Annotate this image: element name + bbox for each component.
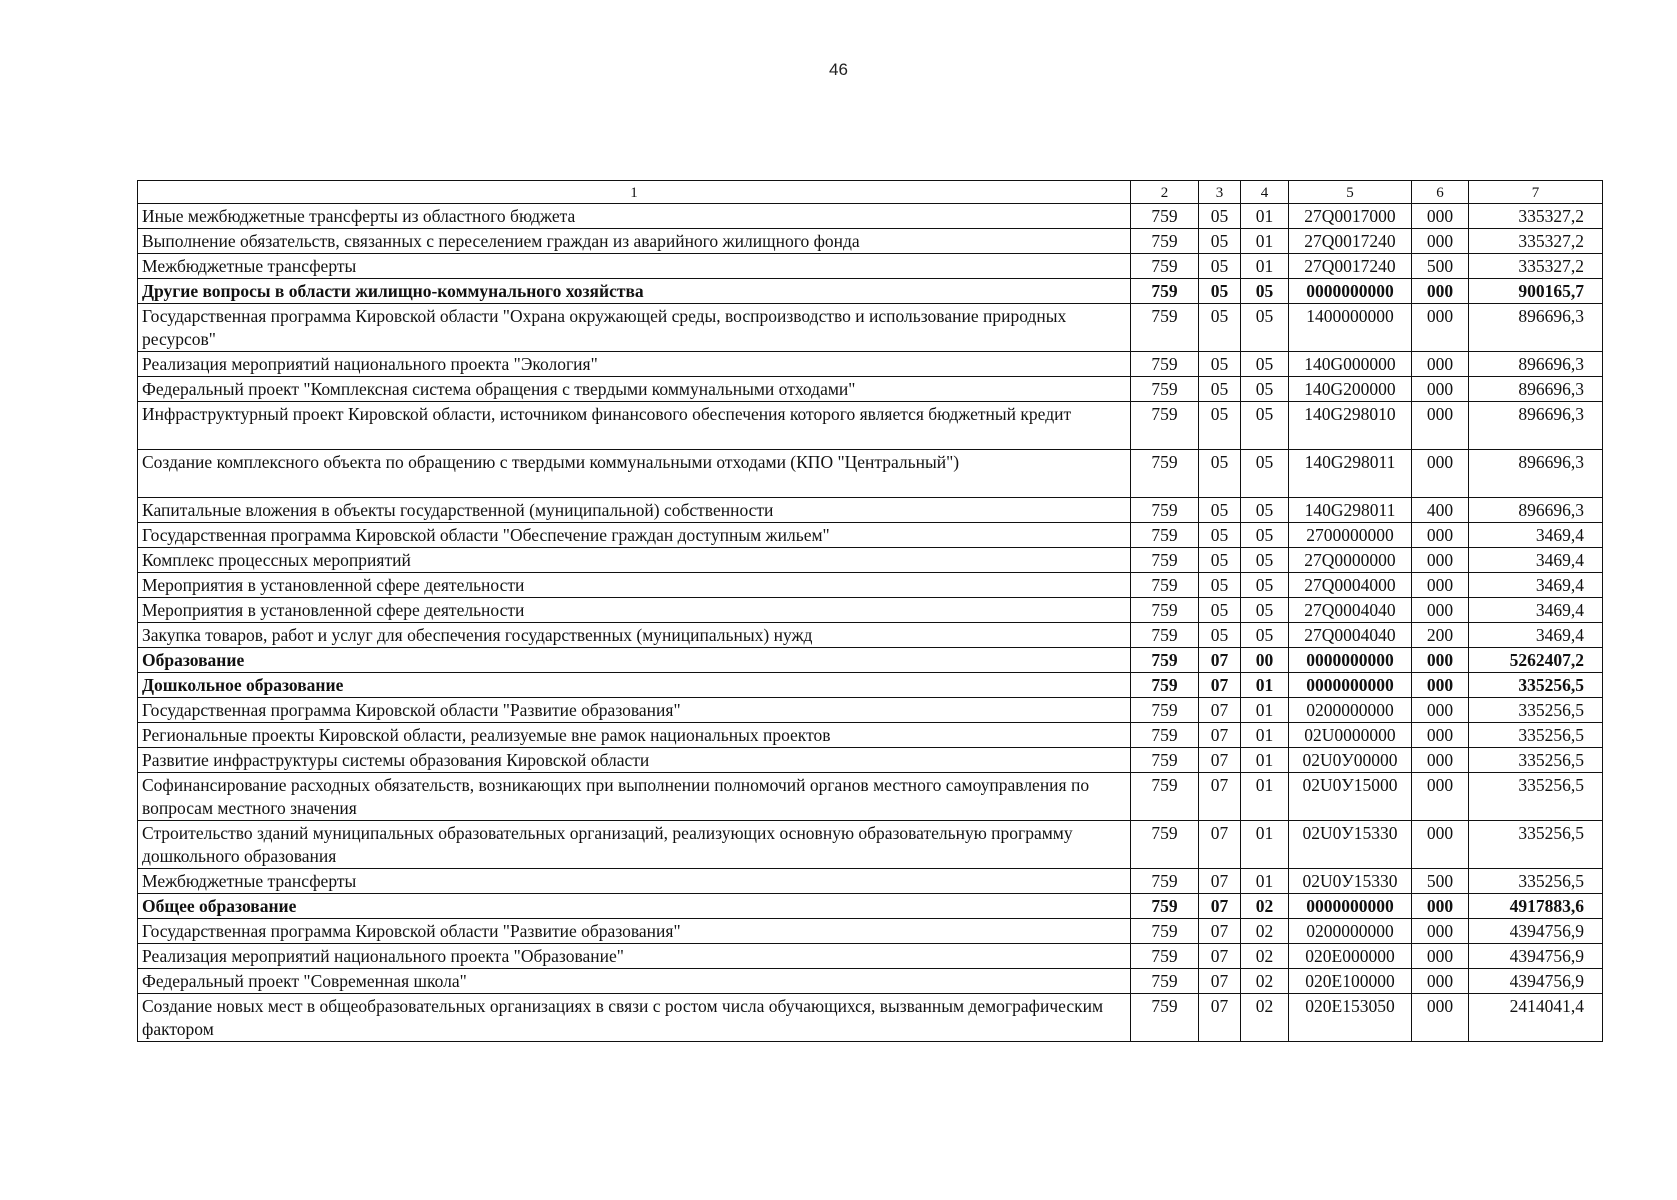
amount: 3469,4 bbox=[1469, 623, 1603, 648]
target-article-code: 02U0У15330 bbox=[1289, 821, 1412, 869]
target-article-code: 140G000000 bbox=[1289, 352, 1412, 377]
target-article-code: 27Q0017240 bbox=[1289, 254, 1412, 279]
table-row bbox=[138, 773, 1603, 821]
section-code: 07 bbox=[1199, 994, 1241, 1042]
table-row bbox=[138, 548, 1603, 573]
row-name: Государственная программа Кировской области "Обеспечение граждан доступным жильем" bbox=[138, 523, 1131, 548]
amount: 896696,3 bbox=[1469, 377, 1603, 402]
row-name: Реализация мероприятий национального проекта "Образование" bbox=[138, 944, 1131, 969]
section-code: 07 bbox=[1199, 821, 1241, 869]
subsection-code: 01 bbox=[1241, 723, 1289, 748]
amount: 3469,4 bbox=[1469, 523, 1603, 548]
section-code: 07 bbox=[1199, 673, 1241, 698]
amount: 4394756,9 bbox=[1469, 969, 1603, 994]
table-row bbox=[138, 279, 1603, 304]
section-code: 07 bbox=[1199, 869, 1241, 894]
table-row bbox=[138, 304, 1603, 352]
target-article-code: 020E100000 bbox=[1289, 969, 1412, 994]
subsection-code: 01 bbox=[1241, 748, 1289, 773]
amount: 2414041,4 bbox=[1469, 994, 1603, 1042]
target-article-code: 0000000000 bbox=[1289, 673, 1412, 698]
ministry-code: 759 bbox=[1131, 944, 1199, 969]
amount: 896696,3 bbox=[1469, 352, 1603, 377]
subsection-code: 05 bbox=[1241, 352, 1289, 377]
table-row bbox=[138, 623, 1603, 648]
target-article-code: 02U0У15000 bbox=[1289, 773, 1412, 821]
ministry-code: 759 bbox=[1131, 919, 1199, 944]
target-article-code: 1400000000 bbox=[1289, 304, 1412, 352]
amount: 335256,5 bbox=[1469, 673, 1603, 698]
table-row bbox=[138, 450, 1603, 498]
target-article-code: 02U0У00000 bbox=[1289, 748, 1412, 773]
amount: 896696,3 bbox=[1469, 402, 1603, 450]
column-number-row bbox=[138, 181, 1603, 204]
ministry-code: 759 bbox=[1131, 598, 1199, 623]
target-article-code: 27Q0004040 bbox=[1289, 623, 1412, 648]
target-article-code: 0200000000 bbox=[1289, 698, 1412, 723]
row-name: Выполнение обязательств, связанных с переселением граждан из аварийного жилищного фонда bbox=[138, 229, 1131, 254]
target-article-code: 2700000000 bbox=[1289, 523, 1412, 548]
row-name: Государственная программа Кировской области "Развитие образования" bbox=[138, 919, 1131, 944]
column-number: 7 bbox=[1469, 181, 1603, 204]
amount: 896696,3 bbox=[1469, 304, 1603, 352]
ministry-code: 759 bbox=[1131, 402, 1199, 450]
ministry-code: 759 bbox=[1131, 773, 1199, 821]
ministry-code: 759 bbox=[1131, 254, 1199, 279]
target-article-code: 140G298011 bbox=[1289, 450, 1412, 498]
section-code: 05 bbox=[1199, 377, 1241, 402]
target-article-code: 0000000000 bbox=[1289, 648, 1412, 673]
column-number: 4 bbox=[1241, 181, 1289, 204]
row-name: Другие вопросы в области жилищно-коммунального хозяйства bbox=[138, 279, 1131, 304]
table-row bbox=[138, 673, 1603, 698]
row-name: Закупка товаров, работ и услуг для обеспечения государственных (муниципальных) нужд bbox=[138, 623, 1131, 648]
table-row bbox=[138, 402, 1603, 450]
subsection-code: 02 bbox=[1241, 894, 1289, 919]
table-row bbox=[138, 523, 1603, 548]
table-row bbox=[138, 919, 1603, 944]
expense-type-code: 000 bbox=[1412, 821, 1469, 869]
expense-type-code: 000 bbox=[1412, 698, 1469, 723]
section-code: 07 bbox=[1199, 969, 1241, 994]
subsection-code: 01 bbox=[1241, 204, 1289, 229]
amount: 335256,5 bbox=[1469, 723, 1603, 748]
budget-table bbox=[137, 180, 1603, 1042]
expense-type-code: 000 bbox=[1412, 969, 1469, 994]
section-code: 07 bbox=[1199, 773, 1241, 821]
subsection-code: 02 bbox=[1241, 944, 1289, 969]
target-article-code: 02U0000000 bbox=[1289, 723, 1412, 748]
table-row bbox=[138, 869, 1603, 894]
section-code: 05 bbox=[1199, 254, 1241, 279]
page-number: 46 bbox=[829, 60, 848, 79]
row-name: Межбюджетные трансферты bbox=[138, 254, 1131, 279]
section-code: 05 bbox=[1199, 450, 1241, 498]
ministry-code: 759 bbox=[1131, 573, 1199, 598]
section-code: 07 bbox=[1199, 698, 1241, 723]
ministry-code: 759 bbox=[1131, 969, 1199, 994]
amount: 335327,2 bbox=[1469, 204, 1603, 229]
expense-type-code: 000 bbox=[1412, 548, 1469, 573]
amount: 4394756,9 bbox=[1469, 919, 1603, 944]
target-article-code: 0000000000 bbox=[1289, 279, 1412, 304]
expense-type-code: 000 bbox=[1412, 352, 1469, 377]
table-body bbox=[138, 204, 1603, 1042]
expense-type-code: 000 bbox=[1412, 204, 1469, 229]
expense-type-code: 000 bbox=[1412, 944, 1469, 969]
expense-type-code: 000 bbox=[1412, 573, 1469, 598]
row-name: Комплекс процессных мероприятий bbox=[138, 548, 1131, 573]
ministry-code: 759 bbox=[1131, 204, 1199, 229]
target-article-code: 27Q0017000 bbox=[1289, 204, 1412, 229]
row-name: Межбюджетные трансферты bbox=[138, 869, 1131, 894]
expense-type-code: 000 bbox=[1412, 648, 1469, 673]
amount: 3469,4 bbox=[1469, 598, 1603, 623]
expense-type-code: 000 bbox=[1412, 748, 1469, 773]
row-name: Дошкольное образование bbox=[138, 673, 1131, 698]
subsection-code: 05 bbox=[1241, 623, 1289, 648]
target-article-code: 020E153050 bbox=[1289, 994, 1412, 1042]
expense-type-code: 000 bbox=[1412, 919, 1469, 944]
amount: 4394756,9 bbox=[1469, 944, 1603, 969]
subsection-code: 05 bbox=[1241, 598, 1289, 623]
row-name: Общее образование bbox=[138, 894, 1131, 919]
expense-type-code: 000 bbox=[1412, 450, 1469, 498]
section-code: 07 bbox=[1199, 919, 1241, 944]
table-row bbox=[138, 969, 1603, 994]
row-name: Создание новых мест в общеобразовательных организациях в связи с ростом числа обучающихся, вызванным демографическим фактором bbox=[138, 994, 1131, 1042]
subsection-code: 01 bbox=[1241, 869, 1289, 894]
subsection-code: 00 bbox=[1241, 648, 1289, 673]
ministry-code: 759 bbox=[1131, 821, 1199, 869]
subsection-code: 05 bbox=[1241, 304, 1289, 352]
ministry-code: 759 bbox=[1131, 723, 1199, 748]
subsection-code: 01 bbox=[1241, 229, 1289, 254]
expense-type-code: 000 bbox=[1412, 773, 1469, 821]
ministry-code: 759 bbox=[1131, 548, 1199, 573]
target-article-code: 27Q0004040 bbox=[1289, 598, 1412, 623]
expense-type-code: 000 bbox=[1412, 523, 1469, 548]
expense-type-code: 000 bbox=[1412, 598, 1469, 623]
ministry-code: 759 bbox=[1131, 648, 1199, 673]
subsection-code: 02 bbox=[1241, 919, 1289, 944]
amount: 335256,5 bbox=[1469, 869, 1603, 894]
target-article-code: 140G298011 bbox=[1289, 498, 1412, 523]
subsection-code: 01 bbox=[1241, 673, 1289, 698]
expense-type-code: 000 bbox=[1412, 723, 1469, 748]
row-name: Региональные проекты Кировской области, реализуемые вне рамок национальных проектов bbox=[138, 723, 1131, 748]
subsection-code: 05 bbox=[1241, 548, 1289, 573]
section-code: 07 bbox=[1199, 944, 1241, 969]
section-code: 05 bbox=[1199, 523, 1241, 548]
subsection-code: 05 bbox=[1241, 279, 1289, 304]
expense-type-code: 000 bbox=[1412, 279, 1469, 304]
subsection-code: 05 bbox=[1241, 402, 1289, 450]
table-row bbox=[138, 229, 1603, 254]
row-name: Мероприятия в установленной сфере деятельности bbox=[138, 573, 1131, 598]
column-number: 1 bbox=[138, 181, 1131, 204]
amount: 5262407,2 bbox=[1469, 648, 1603, 673]
subsection-code: 05 bbox=[1241, 523, 1289, 548]
ministry-code: 759 bbox=[1131, 623, 1199, 648]
amount: 900165,7 bbox=[1469, 279, 1603, 304]
amount: 335256,5 bbox=[1469, 821, 1603, 869]
subsection-code: 05 bbox=[1241, 498, 1289, 523]
section-code: 05 bbox=[1199, 279, 1241, 304]
target-article-code: 140G298010 bbox=[1289, 402, 1412, 450]
table-row bbox=[138, 352, 1603, 377]
row-name: Государственная программа Кировской области "Развитие образования" bbox=[138, 698, 1131, 723]
amount: 4917883,6 bbox=[1469, 894, 1603, 919]
section-code: 05 bbox=[1199, 304, 1241, 352]
ministry-code: 759 bbox=[1131, 698, 1199, 723]
row-name: Образование bbox=[138, 648, 1131, 673]
table-row bbox=[138, 994, 1603, 1042]
section-code: 05 bbox=[1199, 548, 1241, 573]
expense-type-code: 000 bbox=[1412, 994, 1469, 1042]
target-article-code: 0200000000 bbox=[1289, 919, 1412, 944]
target-article-code: 140G200000 bbox=[1289, 377, 1412, 402]
subsection-code: 05 bbox=[1241, 450, 1289, 498]
amount: 335256,5 bbox=[1469, 698, 1603, 723]
ministry-code: 759 bbox=[1131, 377, 1199, 402]
expense-type-code: 500 bbox=[1412, 869, 1469, 894]
row-name: Федеральный проект "Комплексная система обращения с твердыми коммунальными отходами" bbox=[138, 377, 1131, 402]
expense-type-code: 500 bbox=[1412, 254, 1469, 279]
subsection-code: 01 bbox=[1241, 698, 1289, 723]
ministry-code: 759 bbox=[1131, 352, 1199, 377]
section-code: 05 bbox=[1199, 204, 1241, 229]
expense-type-code: 000 bbox=[1412, 673, 1469, 698]
ministry-code: 759 bbox=[1131, 673, 1199, 698]
table-row bbox=[138, 748, 1603, 773]
table-row bbox=[138, 698, 1603, 723]
column-number: 2 bbox=[1131, 181, 1199, 204]
row-name: Федеральный проект "Современная школа" bbox=[138, 969, 1131, 994]
ministry-code: 759 bbox=[1131, 279, 1199, 304]
section-code: 05 bbox=[1199, 229, 1241, 254]
target-article-code: 02U0У15330 bbox=[1289, 869, 1412, 894]
ministry-code: 759 bbox=[1131, 523, 1199, 548]
row-name: Инфраструктурный проект Кировской области, источником финансового обеспечения которого является бюджетный кредит bbox=[138, 402, 1131, 450]
table-row bbox=[138, 573, 1603, 598]
amount: 335256,5 bbox=[1469, 773, 1603, 821]
row-name: Мероприятия в установленной сфере деятельности bbox=[138, 598, 1131, 623]
section-code: 07 bbox=[1199, 894, 1241, 919]
section-code: 07 bbox=[1199, 723, 1241, 748]
table-row bbox=[138, 498, 1603, 523]
target-article-code: 27Q0000000 bbox=[1289, 548, 1412, 573]
section-code: 05 bbox=[1199, 402, 1241, 450]
target-article-code: 020E000000 bbox=[1289, 944, 1412, 969]
subsection-code: 01 bbox=[1241, 773, 1289, 821]
ministry-code: 759 bbox=[1131, 450, 1199, 498]
amount: 335327,2 bbox=[1469, 254, 1603, 279]
expense-type-code: 000 bbox=[1412, 304, 1469, 352]
subsection-code: 05 bbox=[1241, 377, 1289, 402]
amount: 896696,3 bbox=[1469, 498, 1603, 523]
ministry-code: 759 bbox=[1131, 304, 1199, 352]
expense-type-code: 000 bbox=[1412, 894, 1469, 919]
subsection-code: 02 bbox=[1241, 994, 1289, 1042]
target-article-code: 0000000000 bbox=[1289, 894, 1412, 919]
subsection-code: 01 bbox=[1241, 821, 1289, 869]
expense-type-code: 000 bbox=[1412, 377, 1469, 402]
section-code: 07 bbox=[1199, 748, 1241, 773]
target-article-code: 27Q0017240 bbox=[1289, 229, 1412, 254]
section-code: 05 bbox=[1199, 623, 1241, 648]
expense-type-code: 200 bbox=[1412, 623, 1469, 648]
section-code: 05 bbox=[1199, 573, 1241, 598]
table-row bbox=[138, 204, 1603, 229]
ministry-code: 759 bbox=[1131, 229, 1199, 254]
row-name: Реализация мероприятий национального проекта "Экология" bbox=[138, 352, 1131, 377]
table-row bbox=[138, 648, 1603, 673]
ministry-code: 759 bbox=[1131, 869, 1199, 894]
column-number: 6 bbox=[1412, 181, 1469, 204]
table-row bbox=[138, 894, 1603, 919]
expense-type-code: 000 bbox=[1412, 229, 1469, 254]
amount: 335327,2 bbox=[1469, 229, 1603, 254]
target-article-code: 27Q0004000 bbox=[1289, 573, 1412, 598]
row-name: Строительство зданий муниципальных образовательных организаций, реализующих основную образовательную программу дошкольного образования bbox=[138, 821, 1131, 869]
table-row bbox=[138, 821, 1603, 869]
table-row bbox=[138, 598, 1603, 623]
ministry-code: 759 bbox=[1131, 894, 1199, 919]
row-name: Софинансирование расходных обязательств, возникающих при выполнении полномочий органов местного самоуправления по вопросам местного значения bbox=[138, 773, 1131, 821]
amount: 335256,5 bbox=[1469, 748, 1603, 773]
section-code: 05 bbox=[1199, 498, 1241, 523]
column-number: 5 bbox=[1289, 181, 1412, 204]
subsection-code: 02 bbox=[1241, 969, 1289, 994]
table-row bbox=[138, 377, 1603, 402]
amount: 896696,3 bbox=[1469, 450, 1603, 498]
row-name: Иные межбюджетные трансферты из областного бюджета bbox=[138, 204, 1131, 229]
subsection-code: 01 bbox=[1241, 254, 1289, 279]
ministry-code: 759 bbox=[1131, 498, 1199, 523]
expense-type-code: 000 bbox=[1412, 402, 1469, 450]
subsection-code: 05 bbox=[1241, 573, 1289, 598]
ministry-code: 759 bbox=[1131, 748, 1199, 773]
column-number: 3 bbox=[1199, 181, 1241, 204]
section-code: 05 bbox=[1199, 352, 1241, 377]
amount: 3469,4 bbox=[1469, 548, 1603, 573]
expense-type-code: 400 bbox=[1412, 498, 1469, 523]
table-row bbox=[138, 723, 1603, 748]
ministry-code: 759 bbox=[1131, 994, 1199, 1042]
table-row bbox=[138, 254, 1603, 279]
row-name: Капитальные вложения в объекты государственной (муниципальной) собственности bbox=[138, 498, 1131, 523]
section-code: 07 bbox=[1199, 648, 1241, 673]
amount: 3469,4 bbox=[1469, 573, 1603, 598]
row-name: Развитие инфраструктуры системы образования Кировской области bbox=[138, 748, 1131, 773]
row-name: Создание комплексного объекта по обращению с твердыми коммунальными отходами (КПО "Центральный") bbox=[138, 450, 1131, 498]
row-name: Государственная программа Кировской области "Охрана окружающей среды, воспроизводство и использование природных ресурсов" bbox=[138, 304, 1131, 352]
table-row bbox=[138, 944, 1603, 969]
section-code: 05 bbox=[1199, 598, 1241, 623]
